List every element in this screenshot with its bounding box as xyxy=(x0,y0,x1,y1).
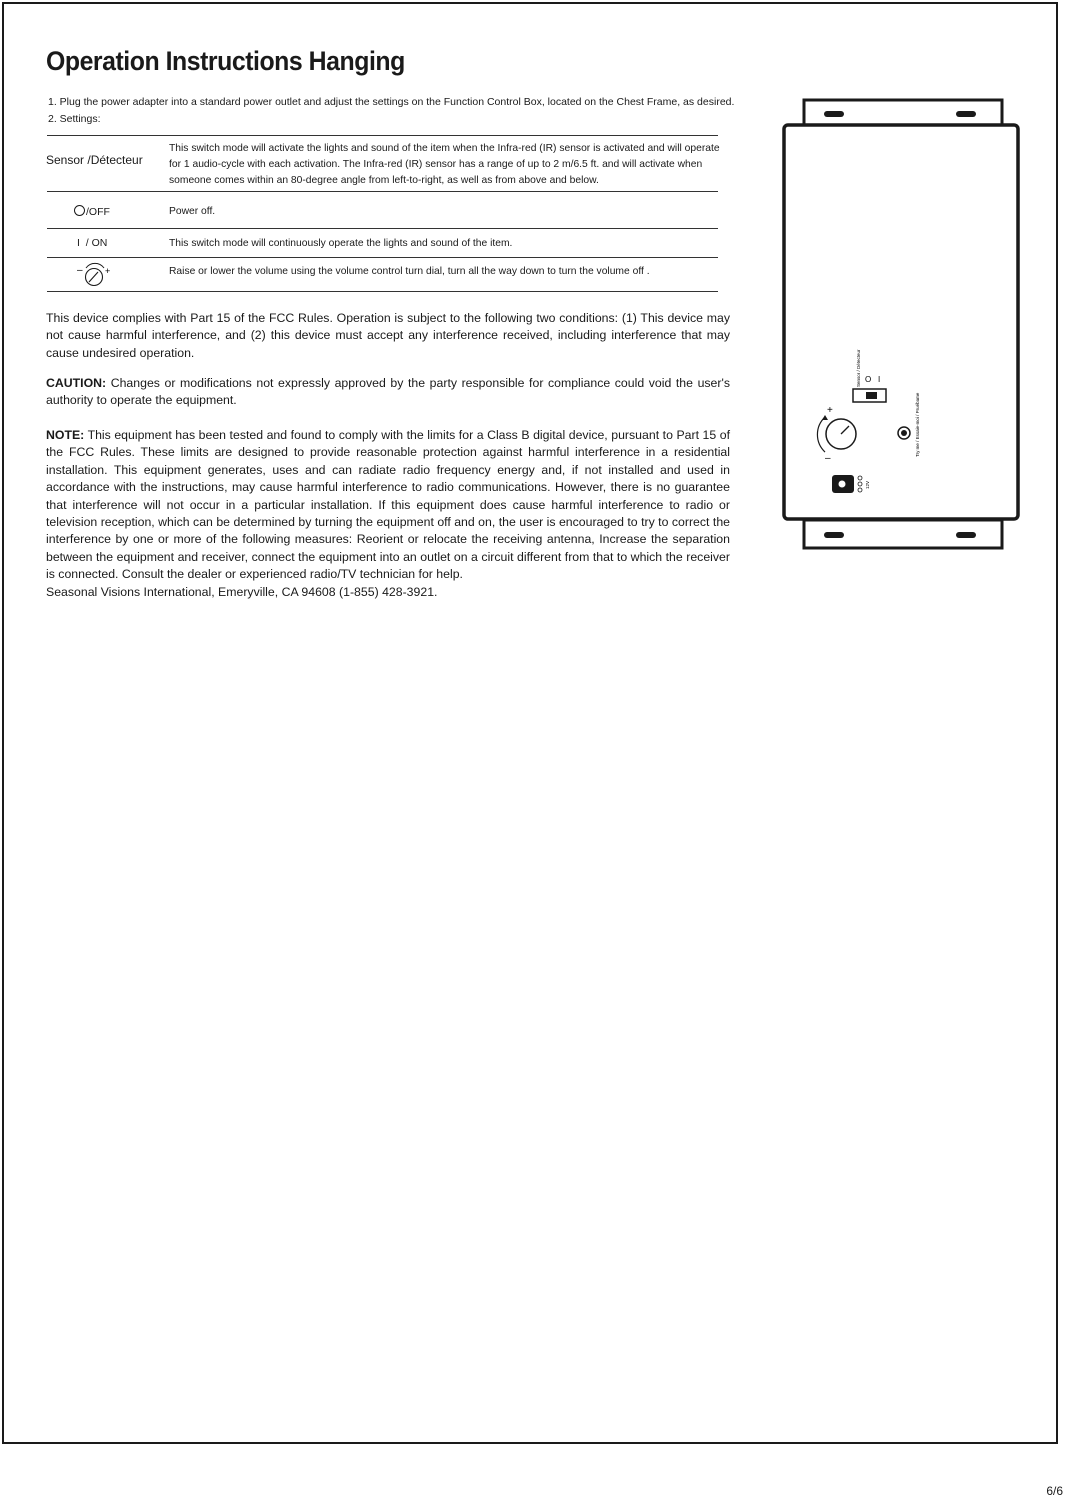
control-box-body xyxy=(784,125,1018,519)
sensor-description-line: This switch mode will activate the lights and sound of the item when the Infra-red (IR) sensor is activated and will operate xyxy=(169,143,720,154)
sensor-switch-slider xyxy=(866,392,877,399)
note-paragraph xyxy=(46,427,730,601)
page-title: Operation Instructions Hanging xyxy=(46,46,405,76)
step-2: 2. Settings: xyxy=(48,113,101,125)
on-label: I / ON xyxy=(77,237,108,249)
volume-description: Raise or lower the volume using the volume control turn dial, turn all the way down to turn the volume off . xyxy=(169,266,650,277)
bracket-slot xyxy=(824,111,844,117)
company-address: Seasonal Visions International, Emeryville, CA 94608 (1-855) 428-3921. xyxy=(46,584,438,599)
caution-label: CAUTION: xyxy=(46,376,107,390)
try-me-label: Try me / Essaie-moi / Pruébame xyxy=(915,392,920,457)
function-control-box-diagram xyxy=(780,97,1025,557)
bracket-slot xyxy=(824,532,844,538)
device-minus-label: – xyxy=(825,453,831,464)
table-divider xyxy=(47,257,718,258)
note-text: This equipment has been tested and found to comply with the limits for a Class B digital device, pursuant to Part 15 of the FCC Rules. These limits are designed to provide reasonable protection against harmful interference in a residential installation. This equipment generates, uses and can radiate radio frequency energy and, if not installed and used in accordance with the instructions, may cause harmful interference to radio communications. However, there is no guarantee that interference will not occur in a particular installation. If this equipment does cause harmful interference to radio or television reception, which can be determined by turning the equipment off and on, the user is encouraged to try to correct the interference by one or more of the following measures: Reorient or relocate the receiving antenna, Increase the separation between the equipment and receiver, connect the equipment into an outlet on a circuit different from that to which the receiver is connected. Consult the dealer or experienced radio/TV technician for help. xyxy=(46,428,730,582)
volume-minus: – xyxy=(77,265,83,276)
device-plus-label: + xyxy=(827,405,833,416)
fcc-intro: This device complies with Part 15 of the FCC Rules. Operation is subject to the following two conditions: (1) This device may not cause harmful interference, and (2) this device must accept any interference received, including interference that may cause undesired operation. xyxy=(46,311,730,360)
sensor-description xyxy=(169,141,721,189)
page-number: 6/6 xyxy=(1046,1484,1063,1498)
table-divider xyxy=(47,291,718,292)
power-jack-hole xyxy=(839,481,846,488)
device-switch-on-label: I xyxy=(878,375,881,384)
table-divider xyxy=(47,228,718,229)
volume-knob-pointer xyxy=(89,272,98,282)
on-description: This switch mode will continuously operate the lights and sound of the item. xyxy=(169,238,513,249)
volume-dial-icon xyxy=(74,260,114,290)
sensor-label: Sensor /Détecteur xyxy=(46,153,143,167)
volume-arc xyxy=(86,263,104,268)
caution-paragraph xyxy=(46,375,730,410)
note-label: NOTE: xyxy=(46,428,85,442)
try-me-button-center xyxy=(901,430,907,436)
device-sensor-label: Sensor / Détecteur xyxy=(856,349,861,387)
voltage-label: 12V xyxy=(865,480,870,489)
table-divider xyxy=(47,191,718,192)
sensor-description-line: someone comes within an 80-degree angle from left-to-right, as well as from above and below. xyxy=(169,175,599,186)
step-1: 1. Plug the power adapter into a standard power outlet and adjust the settings on the Function Control Box, located on the Chest Frame, as desired. xyxy=(48,96,735,108)
off-label xyxy=(74,205,110,218)
device-switch-off-label: O xyxy=(865,375,872,384)
volume-plus: + xyxy=(105,266,111,276)
bracket-slot xyxy=(956,111,976,117)
off-label-text: /OFF xyxy=(86,206,110,218)
table-divider xyxy=(47,135,718,136)
sensor-description-line: for 1 audio-cycle with each activation. The Infra-red (IR) sensor has a range of up to 2 m/6.5 ft. and will activate when xyxy=(169,159,703,170)
caution-text: Changes or modifications not expressly approved by the party responsible for compliance could void the user's authority to operate the equipment. xyxy=(46,376,730,408)
off-description: Power off. xyxy=(169,206,216,217)
bracket-slot xyxy=(956,532,976,538)
off-circle-icon xyxy=(74,205,85,216)
